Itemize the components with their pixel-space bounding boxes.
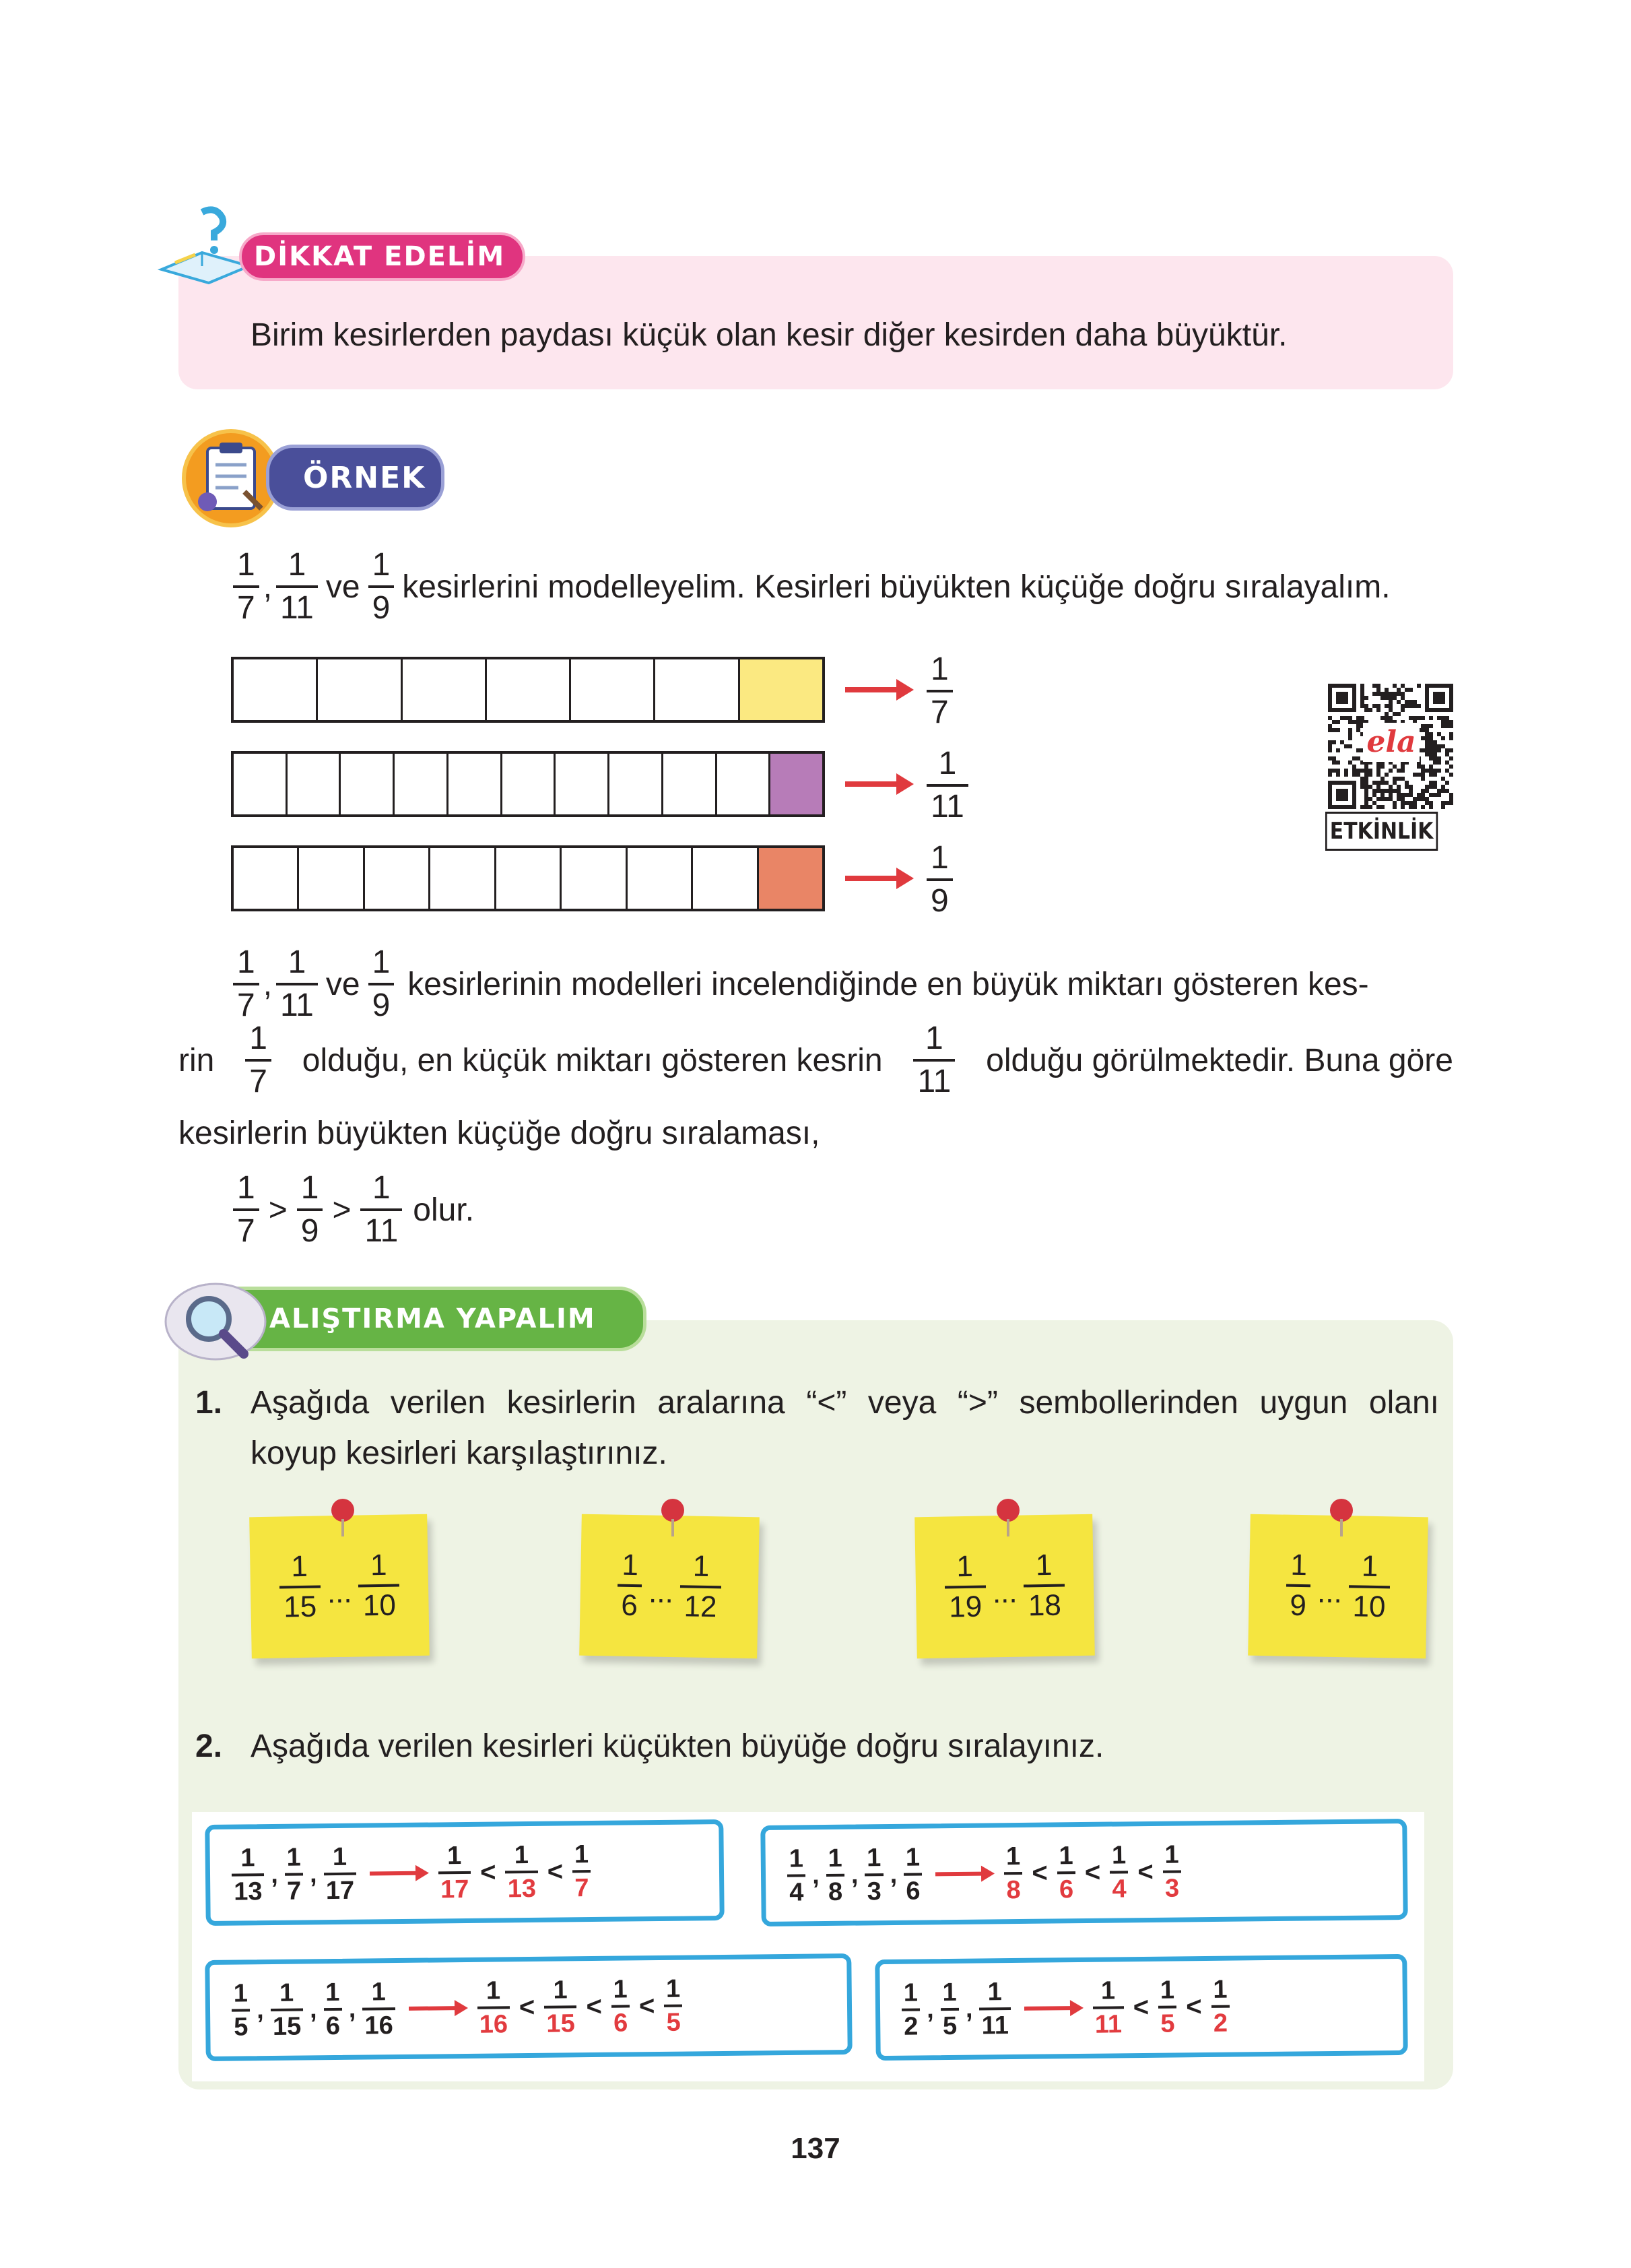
denominator: 6 [325, 2011, 341, 2041]
fraction [902, 1980, 921, 2039]
denominator: 4 [1112, 1875, 1127, 1904]
fraction: $\frac{1}{11}$ [276, 946, 318, 1022]
denominator: 8 [828, 1877, 843, 1906]
numerator: 1 [1059, 1842, 1073, 1871]
fraction: $\frac{1}{9}$ [297, 1172, 323, 1248]
q1-number: 1. [195, 1385, 223, 1421]
denominator: 17 [325, 1876, 355, 1906]
denominator: 5 [1160, 2009, 1175, 2038]
answer-box [760, 1819, 1408, 1926]
comparison-blank[interactable]: ... [1317, 1576, 1343, 1610]
numerator: 1 [290, 1549, 308, 1584]
fraction [927, 653, 953, 729]
fraction [865, 1845, 884, 1904]
denominator: 6 [621, 1588, 638, 1623]
para-line2 [178, 1020, 1453, 1099]
fraction [1348, 1551, 1391, 1622]
ornek-result [229, 1172, 474, 1248]
numerator: 1 [370, 1548, 387, 1582]
red-arrow-icon [845, 687, 899, 692]
model-part [403, 659, 487, 720]
red-arrow-icon [370, 1871, 417, 1876]
fraction-model-bar [231, 751, 825, 817]
fraction [927, 842, 953, 917]
fraction: $\frac{1}{9}$ [368, 549, 395, 624]
denominator: 11 [931, 789, 964, 824]
denominator: 15 [546, 2009, 575, 2038]
comma: , [263, 569, 273, 605]
dikkat-text: Birim kesirlerden paydası küçük olan kesir diğer kesirden daha büyüktür. [251, 317, 1288, 353]
sticky-note [1248, 1514, 1428, 1659]
model-part [740, 659, 822, 720]
comparison-blank[interactable]: ... [992, 1576, 1018, 1610]
q1-line1: Aşağıda verilen kesirlerin aralarına “<” veya “>” sembollerinden uygun olanı [251, 1385, 1439, 1421]
numerator: 1 [240, 1844, 255, 1873]
denominator: 18 [1028, 1588, 1062, 1623]
fraction [1158, 1977, 1177, 2036]
model-part [717, 754, 771, 814]
model-label [923, 653, 957, 729]
model-part [341, 754, 395, 814]
red-arrow-icon [1024, 2006, 1071, 2011]
numerator: 1 [286, 1843, 301, 1872]
fraction [940, 1980, 959, 2039]
dikkat-title-badge [239, 232, 525, 281]
fraction [1023, 1550, 1065, 1621]
denominator: 13 [234, 1877, 263, 1906]
denominator: 7 [286, 1877, 302, 1906]
fraction [679, 1551, 722, 1622]
numerator: 1 [905, 1843, 921, 1872]
numerator: 1 [446, 1842, 462, 1871]
qr-logo: ela [1363, 723, 1420, 762]
numerator: 1 [279, 1978, 294, 2007]
sticky-note [914, 1514, 1095, 1659]
denominator: 11 [1094, 2010, 1123, 2039]
fraction [1110, 1842, 1129, 1902]
denominator: 16 [364, 2011, 394, 2040]
model-part [502, 754, 556, 814]
denominator: 4 [789, 1878, 804, 1907]
para-text-2c: olduğu görülmektedir. Buna göre [986, 1042, 1453, 1078]
comma: , [256, 1995, 264, 2024]
dikkat-title: DİKKAT EDELİM [254, 241, 506, 272]
model-part [448, 754, 502, 814]
numerator: 1 [233, 1979, 248, 2008]
comma: , [309, 1859, 317, 1888]
qr-code-icon[interactable] [1328, 684, 1453, 809]
fraction-model-bar [231, 657, 825, 723]
numerator: 1 [553, 1976, 568, 2005]
model-part [430, 848, 496, 909]
less-than: < [1032, 1858, 1048, 1888]
q2-number: 2. [195, 1728, 223, 1764]
fraction [232, 1845, 265, 1905]
numerator: 1 [1290, 1548, 1308, 1582]
denominator: 11 [981, 2011, 1009, 2040]
model-part [693, 848, 758, 909]
fraction [927, 748, 968, 823]
greater-than: > [332, 1192, 352, 1228]
para-line1 [229, 946, 1453, 1022]
fraction [1162, 1842, 1181, 1901]
model-part [609, 754, 663, 814]
less-than: < [1133, 1992, 1150, 2022]
denominator: 5 [942, 2011, 958, 2041]
sticky-note [249, 1514, 430, 1659]
numerator: 1 [486, 1976, 501, 2005]
denominator: 7 [931, 694, 949, 730]
fraction [284, 1845, 303, 1904]
denominator: 2 [1213, 2009, 1228, 2038]
denominator: 15 [283, 1590, 317, 1624]
numerator: 1 [332, 1842, 347, 1872]
fraction: $\frac{1}{7}$ [233, 1172, 259, 1248]
fraction [323, 1980, 342, 2039]
q1-line2: koyup kesirleri karşılaştırınız. [251, 1435, 667, 1471]
comma: , [348, 1995, 356, 2023]
less-than: < [479, 1857, 496, 1887]
ornek-intro [229, 549, 1391, 624]
comma: , [271, 1860, 279, 1889]
fraction [904, 1845, 923, 1904]
fraction [1092, 1978, 1124, 2037]
denominator: 5 [666, 2008, 681, 2037]
denominator: 6 [906, 1877, 921, 1906]
denominator: 10 [362, 1588, 397, 1623]
model-label [923, 842, 957, 917]
numerator: 1 [692, 1549, 710, 1584]
denominator: 9 [1290, 1588, 1307, 1623]
fraction [944, 1549, 987, 1624]
ornek-title: ÖRNEK [303, 460, 426, 495]
fraction-model-bar [231, 845, 825, 911]
numerator: 1 [1361, 1549, 1378, 1584]
model-part [234, 659, 318, 720]
fraction [505, 1842, 538, 1902]
numerator: 1 [665, 1974, 681, 2003]
denominator: 9 [931, 883, 949, 919]
model-part [496, 848, 562, 909]
model-label [923, 748, 972, 823]
comma: , [965, 1995, 973, 2023]
model-part [770, 754, 822, 814]
less-than: < [547, 1856, 564, 1887]
para-text-2a: rin [178, 1042, 215, 1078]
numerator: 1 [931, 840, 949, 876]
model-part [318, 659, 402, 720]
fraction [1057, 1843, 1075, 1902]
comparison-blank[interactable]: ... [648, 1576, 674, 1610]
sticky-note [579, 1514, 760, 1659]
fraction [572, 1842, 591, 1901]
fraction [358, 1550, 400, 1621]
fraction [438, 1843, 471, 1903]
model-part [234, 754, 288, 814]
fraction [826, 1846, 844, 1905]
para-text-1: kesirlerinin modelleri incelendiğinde en büyük miktarı gösteren kes- [407, 966, 1369, 1002]
fraction: $\frac{1}{11}$ [360, 1172, 402, 1248]
fraction: $\frac{1}{7}$ [233, 946, 259, 1022]
model-part [395, 754, 448, 814]
denominator: 6 [1059, 1875, 1074, 1904]
numerator: 1 [866, 1844, 881, 1873]
fraction: $\frac{1}{7}$ [245, 1023, 271, 1098]
model-part [299, 848, 364, 909]
fraction [232, 1980, 251, 2040]
less-than: < [519, 1992, 535, 2022]
numerator: 1 [613, 1975, 628, 2004]
comma: , [926, 1995, 934, 2023]
model-part [365, 848, 430, 909]
pushpin-icon [331, 1499, 354, 1522]
numerator: 1 [789, 1844, 804, 1873]
denominator: 3 [867, 1877, 882, 1906]
numerator: 1 [514, 1841, 529, 1870]
fraction [279, 1549, 321, 1624]
numerator: 1 [1160, 1976, 1175, 2005]
model-part [562, 848, 627, 909]
denominator: 5 [234, 2013, 248, 2042]
numerator: 1 [1164, 1840, 1179, 1869]
answer-box [205, 1953, 853, 2061]
fraction [477, 1978, 510, 2038]
numerator: 1 [931, 651, 949, 687]
denominator: 19 [948, 1590, 983, 1624]
denominator: 2 [904, 2012, 919, 2041]
magnifier-icon [162, 1280, 269, 1364]
greater-than: > [268, 1192, 288, 1228]
less-than: < [1186, 1991, 1202, 2021]
fraction [664, 1976, 683, 2036]
fraction [323, 1844, 356, 1904]
q2-text: Aşağıda verilen kesirleri küçükten büyüğe doğru sıralayınız. [251, 1728, 1104, 1764]
fraction [270, 1980, 303, 2040]
denominator: 6 [613, 2009, 628, 2038]
word-ve: ve [325, 569, 360, 605]
numerator: 1 [1035, 1548, 1053, 1582]
comma: , [811, 1860, 820, 1889]
model-part [234, 848, 299, 909]
red-arrow-icon [935, 1872, 983, 1877]
fraction [611, 1976, 630, 2036]
numerator: 1 [1100, 1976, 1116, 2005]
numerator: 1 [622, 1548, 639, 1582]
etkinlik-label[interactable]: ETKİNLİK [1325, 812, 1438, 851]
numerator: 1 [942, 1978, 957, 2007]
para-text-2b: olduğu, en küçük miktarı gösteren kesrin [302, 1042, 883, 1078]
model-part [655, 659, 739, 720]
pushpin-icon [1330, 1499, 1353, 1522]
numerator: 1 [1005, 1842, 1021, 1871]
ornek-title-badge [266, 445, 444, 511]
model-part [571, 659, 655, 720]
fraction [544, 1977, 577, 2037]
less-than: < [1084, 1857, 1101, 1887]
model-part [556, 754, 609, 814]
comma: , [263, 966, 273, 1002]
red-arrow-icon [409, 2006, 456, 2011]
denominator: 7 [574, 1874, 589, 1903]
fraction: $\frac{1}{11}$ [913, 1023, 955, 1098]
olur-text: olur. [413, 1192, 475, 1228]
denominator: 3 [1164, 1874, 1180, 1903]
comma: , [890, 1860, 898, 1889]
denominator: 17 [440, 1875, 469, 1904]
fraction [1211, 1977, 1230, 2036]
intro-text: kesirlerini modelleyelim. Kesirleri büyükten küçüğe doğru sıralayalım. [402, 569, 1391, 605]
comparison-blank[interactable]: ... [327, 1576, 352, 1610]
pushpin-icon [997, 1499, 1020, 1522]
less-than: < [1137, 1856, 1154, 1887]
denominator: 15 [272, 2012, 302, 2041]
numerator: 1 [828, 1844, 842, 1873]
numerator: 1 [987, 1978, 1003, 2007]
numerator: 1 [938, 746, 957, 781]
word-ve: ve [325, 966, 360, 1002]
fraction: $\frac{1}{7}$ [233, 549, 259, 624]
model-part [663, 754, 717, 814]
fraction: $\frac{1}{11}$ [276, 549, 318, 624]
para-line3: kesirlerin büyükten küçüğe doğru sıralaması, [178, 1115, 820, 1151]
model-part [288, 754, 341, 814]
numerator: 1 [371, 1978, 386, 2007]
numerator: 1 [956, 1549, 974, 1584]
fraction [1286, 1548, 1311, 1623]
model-part [487, 659, 571, 720]
model-part [628, 848, 693, 909]
comma: , [309, 1995, 317, 2023]
denominator: 16 [479, 2010, 508, 2039]
red-arrow-icon [845, 781, 899, 787]
pushpin-icon [661, 1499, 684, 1522]
page-number: 137 [791, 2132, 840, 2165]
numerator: 1 [1111, 1841, 1127, 1870]
numerator: 1 [574, 1840, 589, 1869]
denominator: 12 [684, 1590, 717, 1624]
fraction [617, 1548, 642, 1623]
comma: , [851, 1860, 859, 1889]
answer-box [875, 1954, 1408, 2061]
fraction [1004, 1844, 1023, 1903]
fraction [362, 1979, 395, 2039]
fraction [787, 1846, 806, 1905]
numerator: 1 [903, 1978, 919, 2007]
denominator: 13 [507, 1874, 537, 1904]
model-part [759, 848, 822, 909]
less-than: < [638, 1990, 655, 2021]
numerator: 1 [1213, 1975, 1228, 2004]
fraction [979, 1979, 1011, 2038]
numerator: 1 [325, 1978, 340, 2007]
answer-box [205, 1819, 725, 1926]
denominator: 8 [1006, 1875, 1021, 1905]
fraction: $\frac{1}{9}$ [368, 946, 395, 1022]
alistirma-title: ALIŞTIRMA YAPALIM [269, 1303, 596, 1334]
red-arrow-icon [845, 876, 899, 881]
less-than: < [586, 1991, 603, 2021]
denominator: 10 [1352, 1590, 1386, 1624]
